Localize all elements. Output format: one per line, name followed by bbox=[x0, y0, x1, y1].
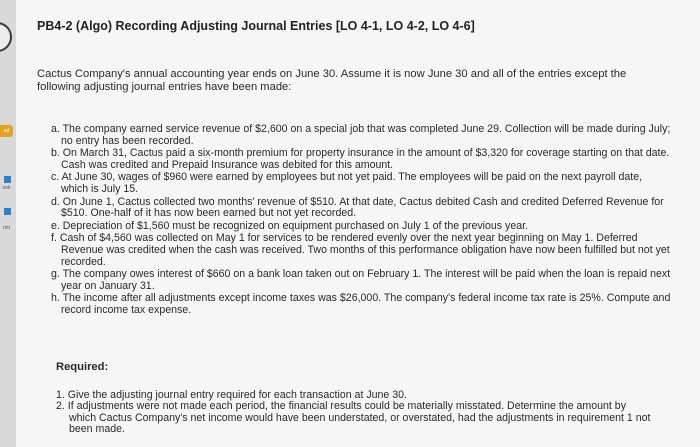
list-item: c. At June 30, wages of $960 were earned by employees but not yet paid. The employees will be paid on the next payroll date, which is July 15. bbox=[51, 171, 643, 195]
list-item: 2. If adjustments were not made each period, the financial results could be materially misstated. Determine the amount by which Cactus Company's net income would have been understated, or overstated, had the adjustments in requirement 1 not been made. bbox=[56, 400, 651, 436]
list-item: a. The company earned service revenue of $2,600 on a special job that was completed June 29. Collection will be made during July; no entry has been recorded. bbox=[51, 123, 671, 147]
problem-page bbox=[16, 0, 700, 447]
list-item: g. The company owes interest of $660 on a bank loan taken out on February 1. The interest will be paid when the loan is repaid next year on January 31. bbox=[51, 268, 671, 292]
circle-icon[interactable] bbox=[0, 22, 12, 52]
problem-intro: Cactus Company's annual accounting year ends on June 30. Assume it is now June 30 and all of the entries except the following adjusting journal entries have been made: bbox=[37, 68, 627, 93]
list-item: d. On June 1, Cactus collected two months' revenue of $510. At that date, Cactus debited Cash and credited Deferred Revenue for $510. One-half of it has now been earned but not yet recorded. bbox=[51, 195, 664, 220]
required-list bbox=[56, 390, 656, 436]
sidebar-tab-ed[interactable]: ed bbox=[0, 125, 13, 137]
problem-title: PB4-2 (Algo) Recording Adjusting Journal Entries [LO 4-1, LO 4-2, LO 4-6] bbox=[37, 19, 475, 33]
sidebar-item-book[interactable]: ook bbox=[2, 185, 11, 191]
required-heading: Required: bbox=[56, 361, 109, 373]
transactions-list bbox=[51, 124, 671, 318]
list-item: f. Cash of $4,560 was collected on May 1 for services to be rendered evenly over the next year beginning on May 1. Deferred Revenue was credited when the cash was received. Two months of this performance obligation have now been fulfilled but not yet recorded. bbox=[51, 232, 670, 268]
list-item: h. The income after all adjustments except income taxes was $26,000. The company's federal income tax rate is 25%. Compute and record income tax expense. bbox=[51, 292, 671, 316]
list-item: b. On March 31, Cactus paid a six-month premium for property insurance in the amount of $3,320 for coverage starting on that date. Cash was credited and Prepaid Insurance was debited for this amount. bbox=[51, 147, 670, 171]
list-item: e. Depreciation of $1,560 must be recognized on equipment purchased on July 1 of the previous year. bbox=[51, 219, 529, 232]
sidebar-item-print[interactable]: rint bbox=[3, 225, 10, 231]
left-sidebar-rail bbox=[0, 0, 16, 447]
book-icon[interactable] bbox=[4, 176, 11, 183]
list-item: 1. Give the adjusting journal entry required for each transaction at June 30. bbox=[56, 389, 407, 401]
print-icon[interactable] bbox=[4, 208, 11, 215]
